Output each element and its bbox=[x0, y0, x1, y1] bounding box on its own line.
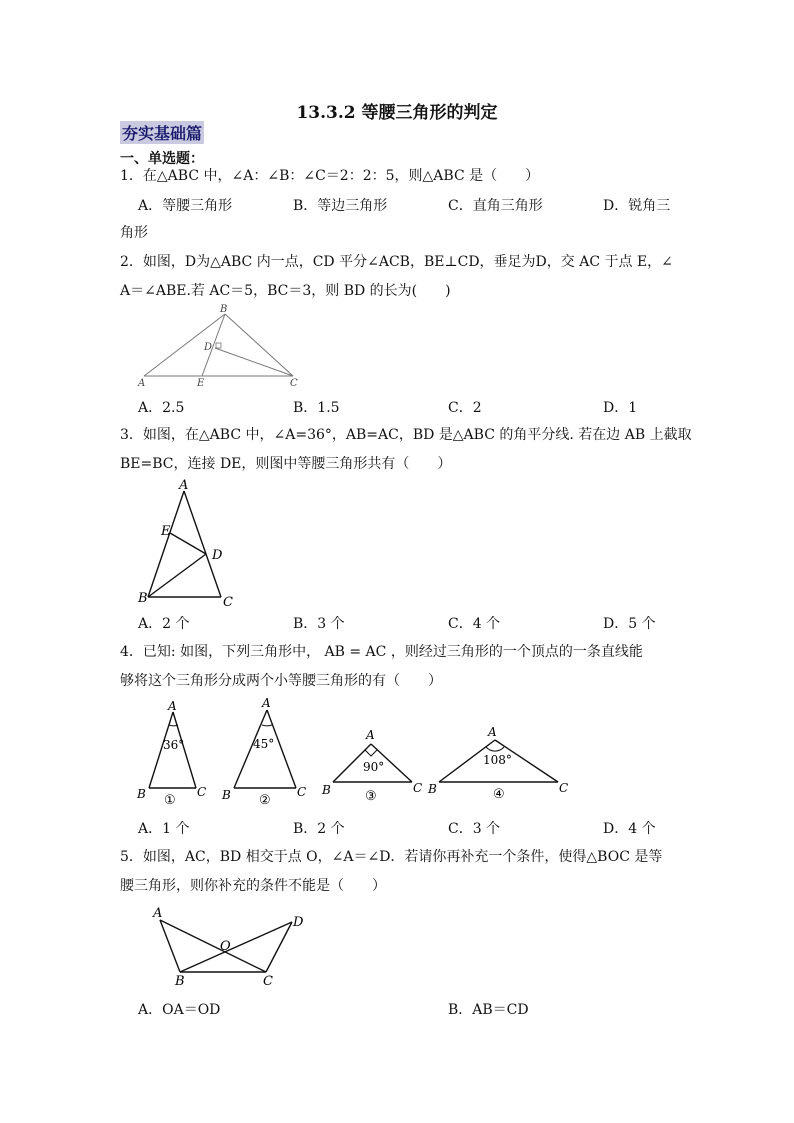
question-2-stem-line2: A＝∠ABE.若 AC＝5，BC＝3，则 BD 的长为( ) bbox=[120, 283, 451, 299]
q4-f4-label-b: B bbox=[428, 782, 437, 796]
q4-f3-label-a: A bbox=[366, 728, 375, 742]
q3-label-d: D bbox=[212, 548, 223, 563]
q4-option-a: A．1 个 bbox=[138, 821, 190, 837]
section-heading: 一、单选题： bbox=[120, 151, 204, 167]
q4-f1-label-b: B bbox=[137, 787, 146, 801]
q2-label-c: C bbox=[290, 378, 298, 389]
q4-f4-number: ④ bbox=[493, 787, 505, 802]
q4-figures bbox=[130, 694, 590, 810]
q4-f1-angle: 36° bbox=[163, 738, 185, 752]
q5-figure bbox=[140, 902, 320, 994]
section-label: 夯实基础篇 bbox=[120, 121, 204, 144]
q4-f2-label-c: C bbox=[297, 785, 307, 799]
q4-option-c: C．3 个 bbox=[448, 821, 501, 837]
q1-option-c: C．直角三角形 bbox=[448, 198, 543, 214]
q5-label-o: O bbox=[220, 939, 231, 954]
q2-label-a: A bbox=[138, 378, 146, 389]
q3-label-b: B bbox=[138, 591, 148, 606]
question-3-stem-line1: 3．如图，在△ABC 中，∠A=36°，AB=AC，BD 是△ABC 的角平分线. 若在边 AB 上截取 bbox=[120, 427, 692, 443]
q4-f1-label-a: A bbox=[168, 699, 177, 713]
q2-label-b: B bbox=[220, 304, 228, 315]
q4-f2-number: ② bbox=[259, 793, 271, 808]
q4-figure-2 bbox=[221, 696, 306, 808]
q1-option-a: A．等腰三角形 bbox=[138, 198, 233, 214]
question-1-stem: 1．在△ABC 中，∠A：∠B：∠C＝2：2：5，则△ABC 是（ ） bbox=[120, 168, 540, 184]
q4-f2-label-b: B bbox=[222, 788, 231, 802]
question-5-stem-line2: 腰三角形，则你补充的条件不能是（ ） bbox=[120, 878, 386, 894]
q3-label-a: A bbox=[179, 478, 189, 493]
q2-figure bbox=[130, 303, 310, 391]
page-title: 13.3.2 等腰三角形的判定 bbox=[296, 103, 498, 123]
q4-f1-label-c: C bbox=[197, 785, 207, 799]
q2-option-b: B．1.5 bbox=[293, 400, 340, 416]
q2-option-a: A．2.5 bbox=[138, 400, 185, 416]
q5-option-b: B．AB＝CD bbox=[448, 1002, 529, 1018]
q4-f2-label-a: A bbox=[262, 696, 271, 710]
q3-label-e: E bbox=[161, 524, 171, 539]
q2-option-c: C．2 bbox=[448, 400, 482, 416]
q4-f3-angle: 90° bbox=[363, 760, 385, 774]
q1-option-d: D．锐角三 bbox=[603, 198, 671, 214]
q3-option-b: B．3 个 bbox=[293, 616, 345, 632]
q4-f2-angle: 45° bbox=[253, 737, 275, 751]
q5-label-b: B bbox=[175, 974, 185, 989]
q3-label-c: C bbox=[223, 595, 233, 610]
q5-label-d: D bbox=[293, 915, 304, 930]
q3-option-c: C．4 个 bbox=[448, 616, 501, 632]
question-4-stem-line1: 4．已知: 如图，下列三角形中， AB = AC ，则经过三角形的一个顶点的一条直线能 bbox=[120, 644, 643, 660]
question-3-stem-line2: BE=BC，连接 DE，则图中等腰三角形共有（ ） bbox=[120, 456, 452, 472]
q1-option-b: B．等边三角形 bbox=[293, 198, 388, 214]
q1-option-d-wrap: 角形 bbox=[120, 225, 148, 241]
q4-option-d: D．4 个 bbox=[603, 821, 656, 837]
q3-option-a: A．2 个 bbox=[138, 616, 190, 632]
q2-label-e: E bbox=[197, 378, 205, 389]
q2-option-d: D．1 bbox=[603, 400, 638, 416]
q4-f1-number: ① bbox=[164, 793, 176, 808]
question-4-stem-line2: 够将这个三角形分成两个小等腰三角形的有（ ） bbox=[120, 673, 442, 689]
q5-option-a: A．OA＝OD bbox=[138, 1002, 221, 1018]
q4-f3-label-b: B bbox=[322, 783, 331, 797]
q2-label-d: D bbox=[204, 342, 213, 353]
q4-f4-angle: 108° bbox=[483, 753, 512, 767]
question-5-stem-line1: 5．如图，AC，BD 相交于点 O，∠A＝∠D．若请你再补充一个条件，使得△BOC 是等 bbox=[120, 849, 663, 865]
q4-figure-3 bbox=[321, 728, 422, 804]
q3-option-d: D．5 个 bbox=[603, 616, 656, 632]
question-2-stem-line1: 2．如图，D为△ABC 内一点，CD 平分∠ACB，BE⊥CD，垂足为D，交 AC 于点 E，∠ bbox=[120, 254, 673, 270]
q4-f4-label-a: A bbox=[488, 725, 497, 739]
q3-figure bbox=[130, 475, 250, 610]
q4-f4-label-c: C bbox=[559, 781, 569, 795]
q4-figure-4 bbox=[427, 725, 568, 802]
q4-f3-number: ③ bbox=[365, 789, 377, 804]
q5-label-a: A bbox=[153, 906, 163, 921]
q4-f3-label-c: C bbox=[413, 781, 423, 795]
q4-option-b: B．2 个 bbox=[293, 821, 345, 837]
q5-label-c: C bbox=[263, 974, 273, 989]
q4-figure-1 bbox=[136, 699, 206, 808]
